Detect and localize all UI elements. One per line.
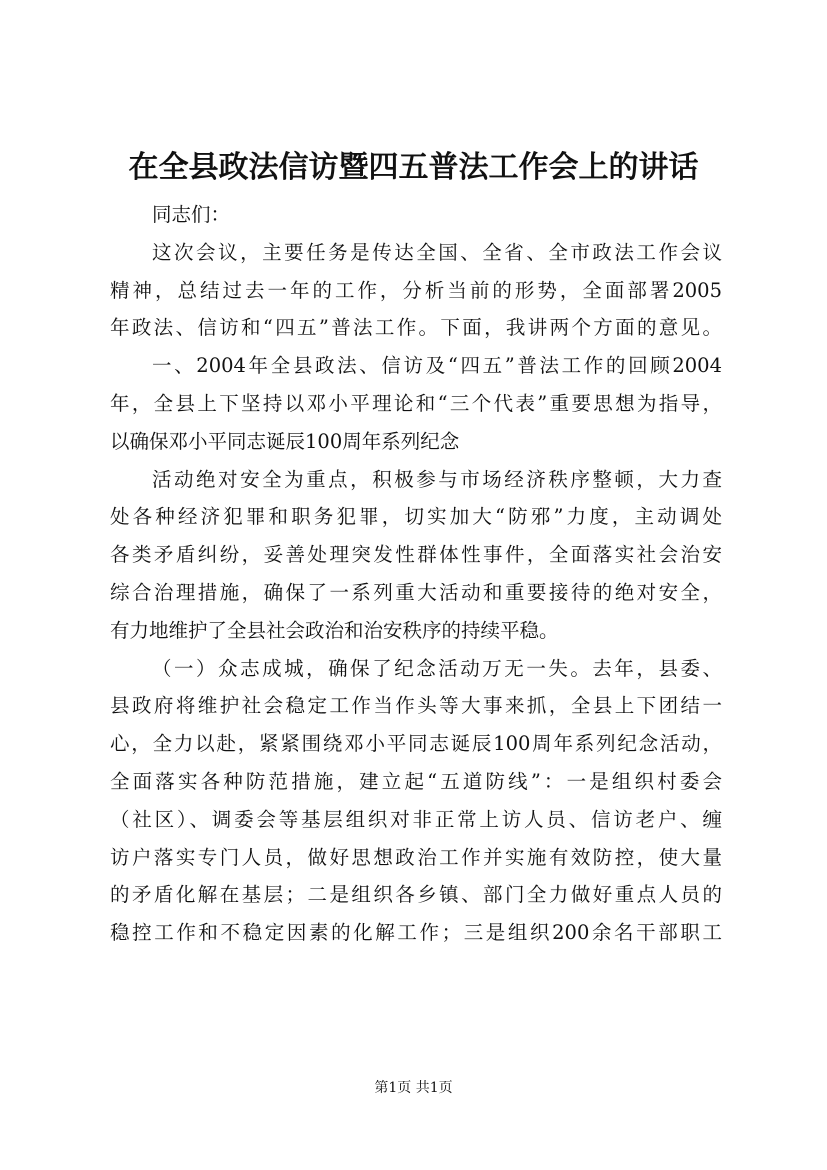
document-body xyxy=(110,196,722,952)
body-line: 有力地维护了全县社会政治和治安秩序的持续平稳。 xyxy=(110,618,559,642)
body-line: 稳控工作和不稳定因素的化解工作；三是组织200余名干部职工 xyxy=(110,921,722,945)
body-line: 年，全县上下坚持以邓小平理论和“三个代表”重要思想为指导， xyxy=(110,391,722,415)
body-line: 活动绝对安全为重点，积极参与市场经济秩序整顿，大力查 xyxy=(152,467,722,491)
body-line: 县政府将维护社会稳定工作当作头等大事来抓，全县上下团结一 xyxy=(110,694,722,718)
body-line: 心，全力以赴，紧紧围绕邓小平同志诞辰100周年系列纪念活动， xyxy=(110,732,722,756)
body-line: 这次会议，主要任务是传达全国、全省、全市政法工作会议 xyxy=(152,240,722,264)
subsection-heading-line: （一）众志成城，确保了纪念活动万无一失。去年，县委、 xyxy=(152,656,722,680)
body-line: 处各种经济犯罪和职务犯罪，切实加大“防邪”力度，主动调处 xyxy=(110,505,722,529)
body-line: 综合治理措施，确保了一系列重大活动和重要接待的绝对安全， xyxy=(110,580,722,604)
body-line: （社区）、调委会等基层组织对非正常上访人员、信访老户、缠 xyxy=(110,807,722,831)
body-line: 全面落实各种防范措施，建立起“五道防线”：一是组织村委会 xyxy=(110,769,722,793)
body-line: 的矛盾化解在基层；二是组织各乡镇、部门全力做好重点人员的 xyxy=(110,883,722,907)
salutation-line: 同志们： xyxy=(152,203,231,226)
body-line: 各类矛盾纠纷，妥善处理突发性群体性事件，全面落实社会治安 xyxy=(110,543,722,567)
document-title: 在全县政法信访暨四五普法工作会上的讲话 xyxy=(128,150,699,185)
body-line: 访户落实专门人员，做好思想政治工作并实施有效防控，使大量 xyxy=(110,845,722,869)
section-heading-line: 一、2004年全县政法、信访及“四五”普法工作的回顾2004 xyxy=(152,354,722,378)
body-line: 年政法、信访和“四五”普法工作。下面，我讲两个方面的意见。 xyxy=(110,316,722,340)
body-line: 精神，总结过去一年的工作，分析当前的形势，全面部署2005 xyxy=(110,278,722,302)
body-line: 以确保邓小平同志诞辰100周年系列纪念 xyxy=(110,429,460,453)
page-footer: 第1页 共1页 xyxy=(374,1080,453,1096)
